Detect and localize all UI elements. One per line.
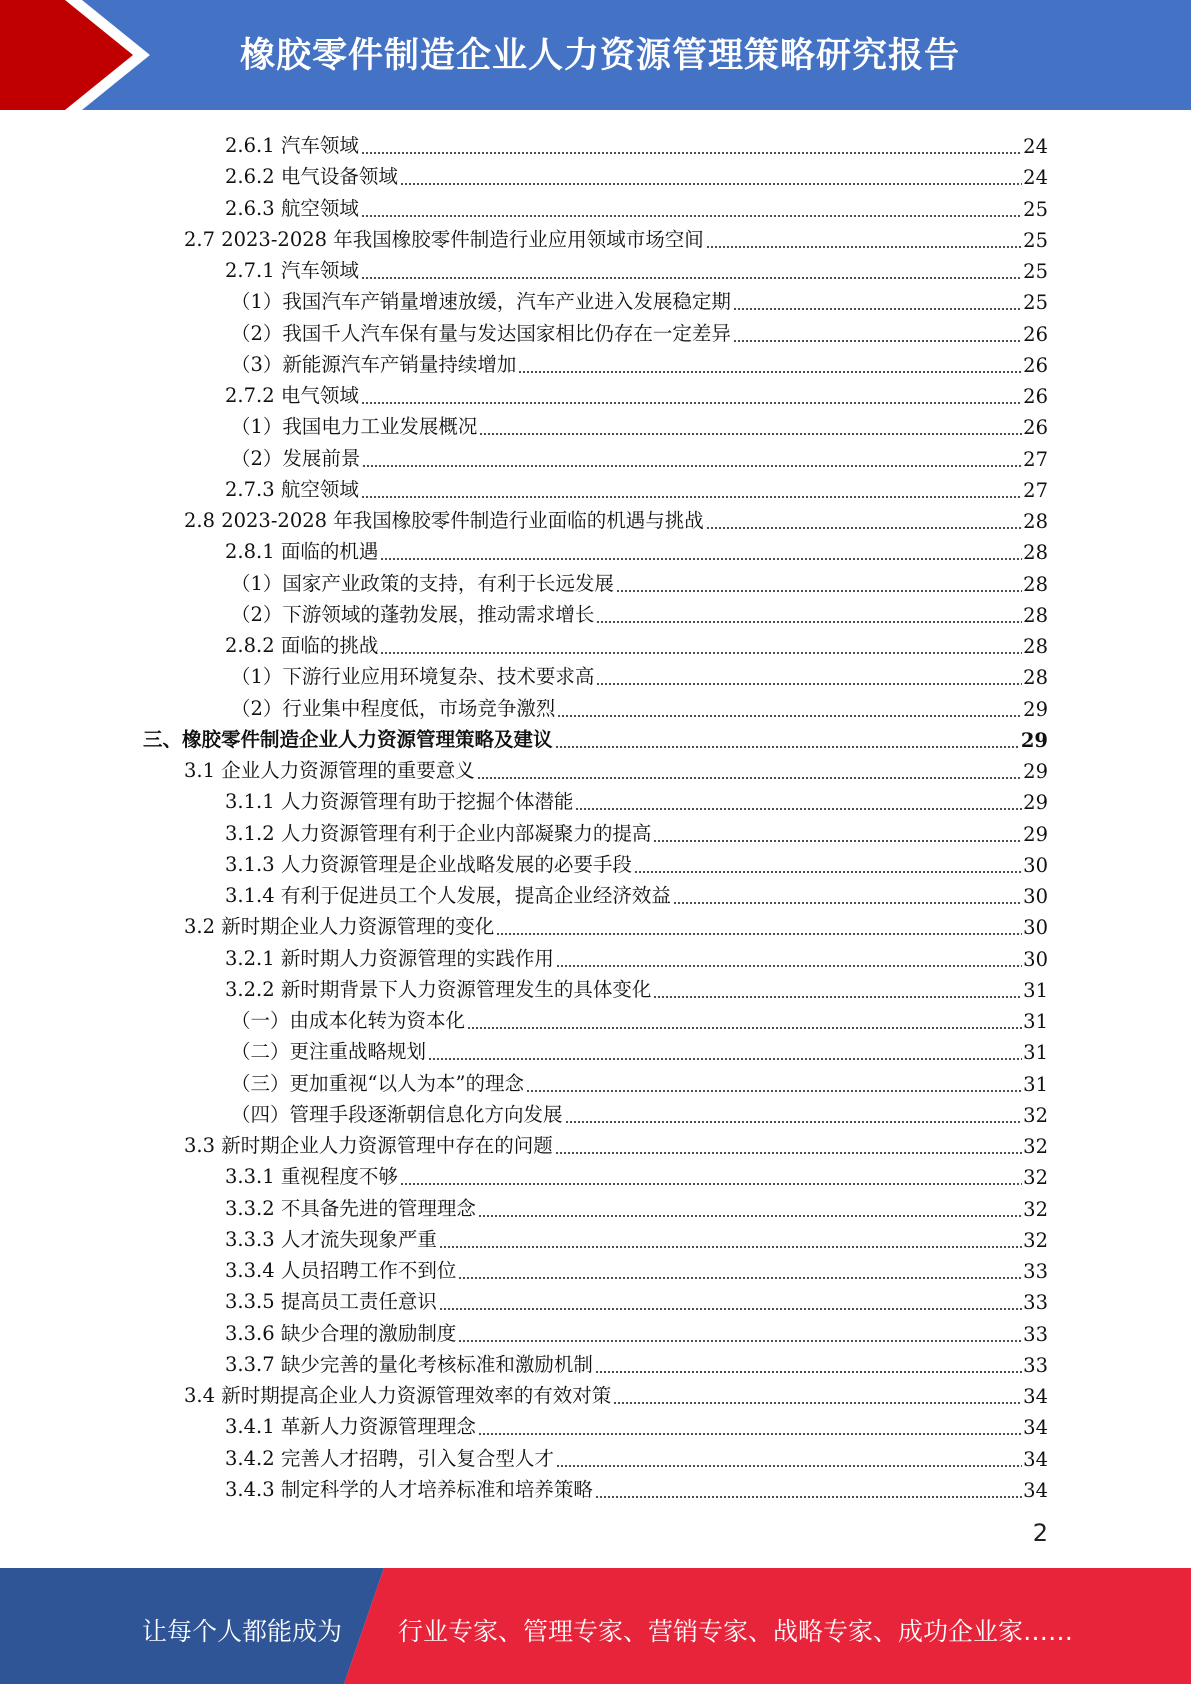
toc-entry-page: 25 — [1023, 260, 1048, 283]
toc-entry-title: 3.3.5 提高员工责任意识 — [225, 1290, 437, 1314]
toc-entry-page: 30 — [1023, 916, 1048, 940]
toc-entry-page: 32 — [1023, 1228, 1048, 1252]
toc-entry-page: 26 — [1023, 385, 1048, 408]
toc-entry[interactable] — [225, 846, 1048, 877]
toc-entry[interactable] — [231, 1033, 1048, 1064]
toc-entry[interactable] — [225, 1221, 1048, 1252]
toc-entry-page: 29 — [1023, 791, 1048, 815]
toc-entry[interactable] — [225, 1440, 1048, 1471]
toc-entry-title: 3.2 新时期企业人力资源管理的变化 — [184, 915, 495, 939]
toc-entry-page: 33 — [1023, 1322, 1048, 1346]
toc-entry-page: 30 — [1023, 853, 1048, 877]
toc-entry[interactable] — [231, 1096, 1048, 1127]
toc-dot-leader — [556, 1448, 1022, 1468]
toc-dot-leader — [673, 885, 1022, 905]
toc-dot-leader — [496, 916, 1022, 936]
toc-entry-title: （1）国家产业政策的支持，有利于长远发展 — [231, 571, 614, 595]
toc-entry[interactable] — [225, 190, 1048, 221]
toc-entry-title: 2.6.1 汽车领域 — [225, 134, 359, 157]
toc-dot-leader — [400, 1166, 1022, 1186]
toc-entry-title: 3.4 新时期提高企业人力资源管理效率的有效对策 — [184, 1384, 612, 1407]
toc-entry-page: 30 — [1023, 885, 1048, 908]
toc-entry-title: 2.7.3 航空领域 — [225, 477, 359, 501]
toc-entry-title: 3.3.7 缺少完善的量化考核标准和激励机制 — [225, 1352, 593, 1376]
toc-entry[interactable] — [225, 252, 1048, 283]
toc-dot-leader — [733, 323, 1022, 343]
toc-dot-leader — [575, 791, 1022, 811]
toc-entry-title: 3.4.2 完善人才招聘，引入复合型人才 — [225, 1446, 554, 1470]
toc-entry-title: 2.8 2023-2028 年我国橡胶零件制造行业面临的机遇与挑战 — [184, 509, 704, 532]
toc-entry-title: （2）我国千人汽车保有量与发达国家相比仍存在一定差异 — [231, 321, 731, 345]
toc-dot-leader — [361, 198, 1022, 218]
toc-dot-leader — [706, 229, 1022, 249]
toc-dot-leader — [596, 666, 1022, 686]
toc-entry-page: 33 — [1023, 1291, 1048, 1315]
toc-entry[interactable] — [184, 1127, 1048, 1158]
toc-dot-leader — [380, 635, 1022, 655]
toc-entry[interactable] — [225, 877, 1048, 908]
toc-entry[interactable] — [231, 690, 1048, 721]
toc-entry-title: （3）新能源汽车产销量持续增加 — [231, 352, 517, 376]
toc-dot-leader — [478, 1416, 1022, 1436]
footer-band — [0, 1568, 1191, 1684]
toc-dot-leader — [653, 823, 1022, 843]
toc-entry[interactable] — [225, 158, 1048, 189]
toc-entry-page: 33 — [1023, 1260, 1048, 1283]
toc-entry[interactable] — [231, 596, 1048, 627]
toc-entry-title: 2.8.2 面临的挑战 — [225, 634, 379, 657]
toc-dot-leader — [400, 166, 1022, 186]
toc-dot-leader — [467, 1010, 1022, 1030]
toc-entry[interactable] — [231, 440, 1048, 471]
toc-entry-page: 24 — [1023, 135, 1048, 158]
toc-entry-page: 32 — [1023, 1197, 1048, 1221]
toc-entry-title: （三）更加重视“以人为本”的理念 — [231, 1071, 524, 1095]
toc-entry-page: 25 — [1023, 291, 1048, 315]
toc-dot-leader — [596, 604, 1022, 624]
toc-entry-page: 32 — [1023, 1166, 1048, 1190]
toc-entry-page: 29 — [1023, 822, 1048, 846]
toc-entry[interactable] — [184, 908, 1048, 939]
toc-entry-page: 27 — [1023, 447, 1048, 471]
toc-dot-leader — [439, 1229, 1022, 1249]
toc-entry[interactable] — [225, 533, 1048, 564]
toc-dot-leader — [458, 1323, 1022, 1343]
toc-dot-leader — [595, 1479, 1022, 1499]
toc-entry-title: 3.3.1 重视程度不够 — [225, 1165, 398, 1189]
toc-dot-leader — [361, 135, 1022, 155]
toc-entry-title: 3.2.2 新时期背景下人力资源管理发生的具体变化 — [225, 977, 652, 1001]
toc-dot-leader — [380, 541, 1022, 561]
toc-dot-leader — [361, 479, 1022, 499]
toc-entry[interactable] — [225, 940, 1048, 971]
toc-dot-leader — [428, 1041, 1022, 1061]
toc-entry[interactable] — [184, 221, 1048, 252]
toc-entry[interactable] — [225, 1283, 1048, 1314]
toc-entry-title: 3.2.1 新时期人力资源管理的实践作用 — [225, 946, 554, 970]
toc-entry-title: 3.3.2 不具备先进的管理理念 — [225, 1196, 476, 1220]
toc-dot-leader — [518, 354, 1022, 374]
toc-entry-page: 29 — [1020, 728, 1048, 752]
toc-entry-title: 2.6.3 航空领域 — [225, 196, 359, 220]
toc-entry-page: 29 — [1023, 697, 1048, 721]
toc-entry-page: 28 — [1023, 541, 1048, 565]
toc-entry-title: 3.1.1 人力资源管理有助于挖掘个体潜能 — [225, 790, 574, 814]
toc-entry[interactable] — [225, 1190, 1048, 1221]
toc-entry-page: 28 — [1023, 666, 1048, 690]
toc-entry[interactable] — [225, 1158, 1048, 1189]
toc-entry-title: （1）我国汽车产销量增速放缓，汽车产业进入发展稳定期 — [231, 290, 731, 314]
toc-entry[interactable] — [184, 1377, 1048, 1408]
toc-entry[interactable] — [231, 565, 1048, 596]
toc-entry-title: （一）由成本化转为资本化 — [231, 1009, 466, 1032]
toc-dot-leader — [557, 698, 1022, 718]
page-number: 2 — [1032, 1519, 1048, 1547]
toc-entry-title: （2）行业集中程度低，市场竞争激烈 — [231, 696, 556, 720]
toc-dot-leader — [458, 1260, 1022, 1280]
toc-entry-title: 2.7 2023-2028 年我国橡胶零件制造行业应用领域市场空间 — [184, 227, 704, 251]
toc-entry[interactable] — [225, 627, 1048, 658]
toc-dot-leader — [439, 1291, 1022, 1311]
toc-entry[interactable] — [225, 471, 1048, 502]
toc-entry[interactable] — [225, 1315, 1048, 1346]
toc-dot-leader — [555, 1135, 1022, 1155]
toc-entry-title: 3.4.3 制定科学的人才培养标准和培养策略 — [225, 1477, 593, 1501]
toc-entry-title: （2）发展前景 — [231, 446, 361, 470]
toc-entry[interactable] — [231, 408, 1048, 439]
toc-entry[interactable] — [225, 1408, 1048, 1439]
toc-entry-page: 31 — [1023, 1041, 1048, 1065]
toc-entry[interactable] — [225, 1471, 1048, 1502]
toc-entry-title: 3.3.3 人才流失现象严重 — [225, 1227, 437, 1251]
toc-entry-title: （1）下游行业应用环境复杂、技术要求高 — [231, 665, 595, 689]
toc-entry-title: 2.7.2 电气领域 — [225, 384, 359, 407]
toc-entry-title: （1）我国电力工业发展概况 — [231, 415, 478, 439]
toc-dot-leader — [556, 948, 1022, 968]
footer-slogan-left: 让每个人都能成为 — [142, 1617, 343, 1646]
toc-entry[interactable] — [231, 1002, 1048, 1033]
toc-dot-leader — [479, 416, 1022, 436]
toc-entry[interactable] — [231, 1065, 1048, 1096]
toc-entry-title: 2.7.1 汽车领域 — [225, 259, 359, 282]
toc-entry-title: （二）更注重战略规划 — [231, 1040, 427, 1064]
toc-dot-leader — [361, 385, 1022, 405]
toc-dot-leader — [565, 1104, 1023, 1124]
toc-dot-leader — [733, 291, 1022, 311]
toc-entry[interactable] — [143, 721, 1048, 752]
toc-entry-page: 28 — [1023, 572, 1048, 596]
toc-entry-title: 三、橡胶零件制造企业人力资源管理策略及建议 — [143, 727, 553, 751]
toc-entry-page: 32 — [1023, 1135, 1048, 1158]
toc-entry-page: 30 — [1023, 947, 1048, 971]
toc-entry-page: 26 — [1023, 322, 1048, 346]
toc-entry-title: 3.4.1 革新人力资源管理理念 — [225, 1415, 476, 1439]
toc-entry-title: 3.3 新时期企业人力资源管理中存在的问题 — [184, 1134, 553, 1157]
toc-entry-page: 33 — [1023, 1353, 1048, 1377]
footer-slogan-right: 行业专家、管理专家、营销专家、战略专家、成功企业家…… — [398, 1617, 1074, 1646]
toc-entry-page: 27 — [1023, 478, 1048, 502]
toc-entry[interactable] — [225, 127, 1048, 158]
toc-entry-page: 28 — [1023, 510, 1048, 533]
toc-dot-leader — [526, 1073, 1022, 1093]
header-band — [0, 0, 1191, 110]
toc-entry-title: 3.1.3 人力资源管理是企业战略发展的必要手段 — [225, 852, 632, 876]
toc-entry-page: 29 — [1023, 760, 1048, 783]
toc-entry[interactable] — [225, 815, 1048, 846]
toc-entry-page: 32 — [1023, 1103, 1048, 1127]
toc-entry[interactable] — [231, 346, 1048, 377]
toc-entry-page: 28 — [1023, 603, 1048, 627]
toc-entry-title: 3.1.4 有利于促进员工个人发展，提高企业经济效益 — [225, 884, 671, 907]
toc-entry-title: （四）管理手段逐渐朝信息化方向发展 — [231, 1102, 563, 1126]
toc-entry-title: （2）下游领域的蓬勃发展，推动需求增长 — [231, 602, 595, 626]
toc-entry-title: 3.3.6 缺少合理的激励制度 — [225, 1321, 457, 1345]
toc-entry[interactable] — [184, 752, 1048, 783]
toc-entry-page: 26 — [1023, 353, 1048, 377]
toc-dot-leader — [706, 510, 1022, 530]
report-title: 橡胶零件制造企业人力资源管理策略研究报告 — [240, 36, 961, 76]
toc-entry[interactable] — [225, 1346, 1048, 1377]
toc-entry-page: 34 — [1023, 1447, 1048, 1471]
toc-entry-page: 34 — [1023, 1416, 1048, 1440]
toc-entry-page: 31 — [1023, 978, 1048, 1002]
toc-entry-page: 34 — [1023, 1478, 1048, 1502]
toc-dot-leader — [477, 760, 1022, 780]
toc-entry[interactable] — [231, 658, 1048, 689]
toc-entry[interactable] — [231, 283, 1048, 314]
toc-entry[interactable] — [225, 377, 1048, 408]
toc-dot-leader — [595, 1354, 1022, 1374]
toc-dot-leader — [613, 1385, 1022, 1405]
toc-entry-page: 25 — [1023, 197, 1048, 221]
toc-dot-leader — [653, 979, 1022, 999]
toc-entry-page: 34 — [1023, 1385, 1048, 1408]
toc-entry-page: 25 — [1023, 228, 1048, 252]
toc-dot-leader — [616, 573, 1022, 593]
toc-entry-title: 2.8.1 面临的机遇 — [225, 540, 379, 564]
toc-entry-page: 31 — [1023, 1010, 1048, 1033]
toc-entry-page: 31 — [1023, 1072, 1048, 1096]
toc-entry[interactable] — [225, 1252, 1048, 1283]
toc-entry[interactable] — [225, 971, 1048, 1002]
toc-dot-leader — [634, 854, 1022, 874]
toc-entry-page: 26 — [1023, 416, 1048, 440]
toc-entry-title: 3.1.2 人力资源管理有利于企业内部凝聚力的提高 — [225, 821, 652, 845]
toc-entry-title: 2.6.2 电气设备领域 — [225, 165, 398, 189]
toc-entry[interactable] — [184, 502, 1048, 533]
toc-dot-leader — [478, 1198, 1022, 1218]
toc-dot-leader — [361, 260, 1022, 280]
toc-dot-leader — [362, 448, 1022, 468]
toc-entry-title: 3.1 企业人力资源管理的重要意义 — [184, 759, 475, 782]
toc-entry-title: 3.3.4 人员招聘工作不到位 — [225, 1259, 457, 1282]
toc-entry[interactable] — [225, 783, 1048, 814]
toc-entry[interactable] — [231, 315, 1048, 346]
toc-entry-page: 24 — [1023, 166, 1048, 190]
toc-entry-page: 28 — [1023, 635, 1048, 658]
toc-dot-leader — [555, 729, 1020, 749]
